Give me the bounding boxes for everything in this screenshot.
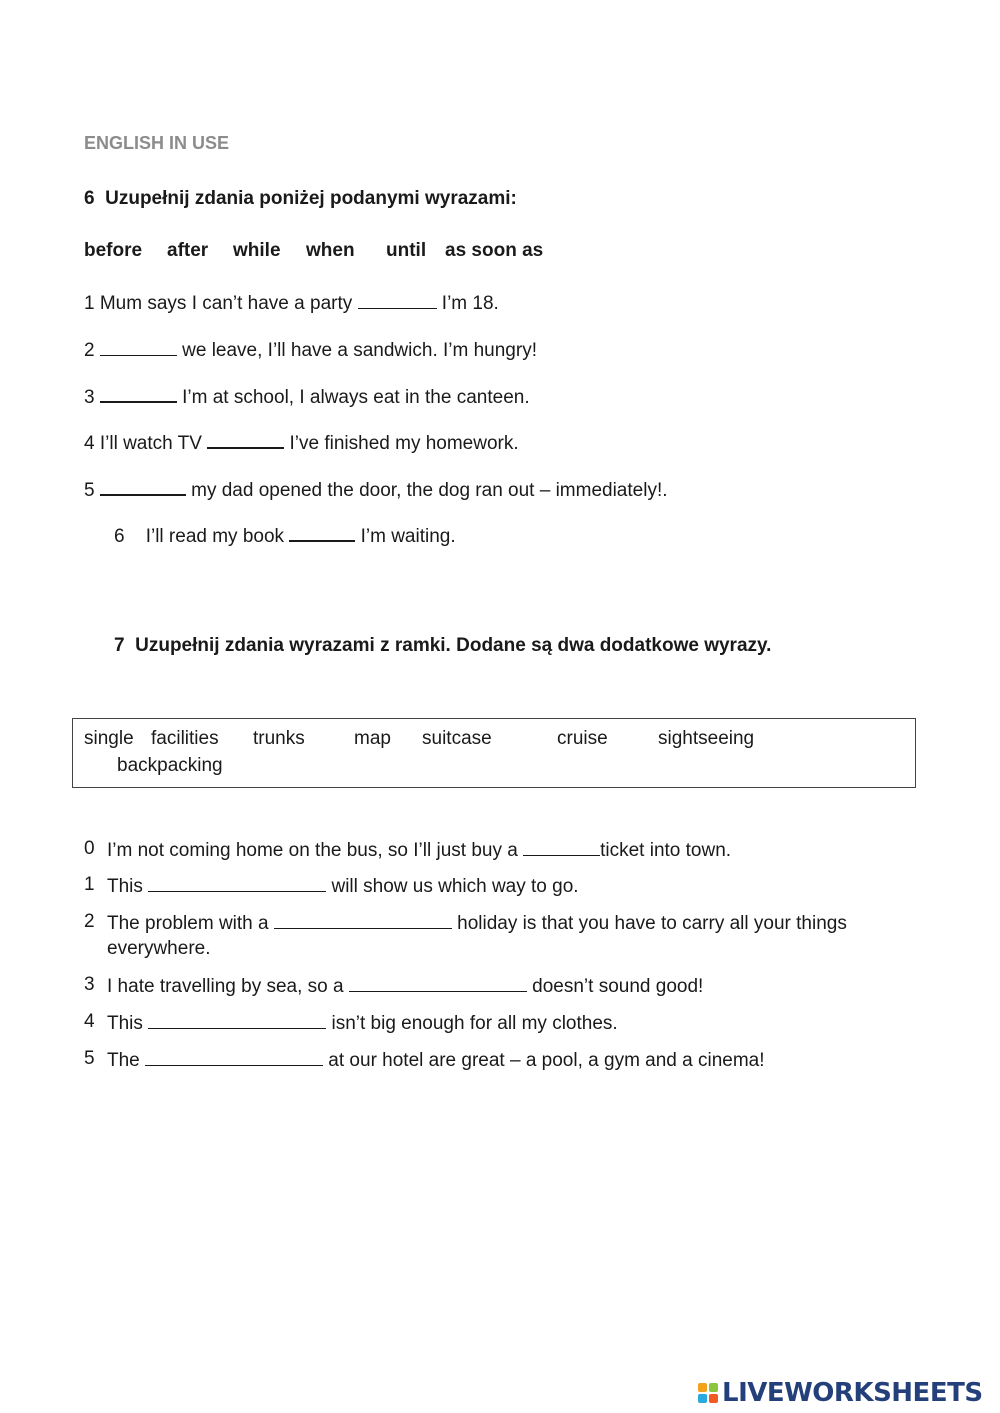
exercise-6-item-4 (84, 430, 519, 455)
item-text-before: I’ll watch TV (99, 433, 208, 454)
item-text-after: ticket into town. (600, 840, 732, 861)
item-text-after: will show us which way to go. (326, 876, 579, 897)
exercise-6-title: 6 Uzupełnij zdania poniżej podanymi wyrazami: (84, 188, 517, 209)
item-number: 0 (84, 838, 95, 859)
item-text-after: we leave, I’ll have a sandwich. I’m hungry! (176, 340, 537, 361)
item-text-after: my dad opened the door, the dog ran out – immediately!. (185, 480, 668, 501)
answer-blank[interactable] (289, 523, 355, 542)
exercise-6-item-2 (84, 338, 537, 362)
exercise-7-item-2-continuation: everywhere. (107, 938, 211, 959)
word-option: as soon as (445, 240, 544, 261)
liveworksheets-logo-icon (698, 1383, 718, 1403)
page-heading: ENGLISH IN USE (84, 133, 230, 153)
item-number: 1 (84, 293, 95, 314)
box-word: single (84, 728, 134, 749)
box-word: trunks (253, 728, 305, 749)
answer-blank[interactable] (523, 838, 600, 856)
answer-blank[interactable] (100, 338, 177, 356)
item-number: 3 (84, 387, 95, 408)
box-word: map (354, 728, 391, 749)
item-number: 2 (84, 340, 95, 361)
word-option: before (84, 240, 143, 261)
item-text-after: holiday is that you have to carry all your things (451, 913, 847, 934)
item-number: 5 (84, 480, 95, 501)
item-text-before: This (107, 1013, 149, 1034)
liveworksheets-logo-text: LIVEWORKSHEETS (722, 1378, 983, 1408)
box-word: facilities (151, 728, 219, 749)
word-option: after (167, 240, 209, 261)
item-number: 2 (84, 911, 95, 932)
item-text-after: I’ve finished my homework. (284, 433, 519, 454)
exercise-6-item-3 (84, 384, 530, 409)
exercise-7-title: 7 Uzupełnij zdania wyrazami z ramki. Dodane są dwa dodatkowe wyrazy. (114, 635, 772, 656)
liveworksheets-logo (698, 1377, 983, 1409)
item-text-after: doesn’t sound good! (526, 976, 704, 997)
box-word: suitcase (422, 728, 492, 749)
answer-blank[interactable] (148, 1011, 326, 1029)
item-number: 5 (84, 1048, 95, 1069)
item-number: 4 (84, 433, 95, 454)
item-text-before: I hate travelling by sea, so a (107, 976, 349, 997)
item-text-before: The problem with a (107, 913, 274, 934)
word-option: while (233, 240, 281, 261)
item-text-before: Mum says I can’t have a party (99, 293, 358, 314)
logo-square (709, 1383, 718, 1392)
answer-blank[interactable] (100, 477, 186, 496)
answer-blank[interactable] (148, 874, 326, 892)
word-option: when (306, 240, 355, 261)
item-number: 4 (84, 1011, 95, 1032)
logo-square (698, 1383, 707, 1392)
exercise-6-item-6 (114, 523, 456, 548)
answer-blank[interactable] (100, 384, 177, 403)
item-text-before: I’ll read my book (145, 526, 290, 547)
item-number: 6 (114, 526, 125, 547)
item-text-after: I’m 18. (436, 293, 499, 314)
item-text-after: isn’t big enough for all my clothes. (326, 1013, 618, 1034)
answer-blank[interactable] (358, 291, 437, 309)
word-box (72, 718, 916, 788)
exercise-6-item-1 (84, 291, 499, 315)
answer-blank[interactable] (207, 430, 284, 449)
item-text-before: The (107, 1050, 146, 1071)
box-word: cruise (557, 728, 608, 749)
answer-blank[interactable] (274, 911, 452, 929)
answer-blank[interactable] (145, 1048, 323, 1066)
item-text-after: I’m waiting. (355, 526, 456, 547)
logo-square (698, 1394, 707, 1403)
item-text-after: at our hotel are great – a pool, a gym and a cinema! (323, 1050, 765, 1071)
item-text-after: I’m at school, I always eat in the canteen. (176, 387, 530, 408)
word-option: until (386, 240, 427, 261)
item-text-before: I’m not coming home on the bus, so I’ll just buy a (107, 840, 524, 861)
item-number: 3 (84, 974, 95, 995)
item-text-before: This (107, 876, 149, 897)
box-word: backpacking (117, 755, 223, 776)
answer-blank[interactable] (349, 974, 527, 992)
logo-square (709, 1394, 718, 1403)
item-number: 1 (84, 874, 95, 895)
exercise-6-item-5 (84, 477, 668, 502)
box-word: sightseeing (658, 728, 755, 749)
